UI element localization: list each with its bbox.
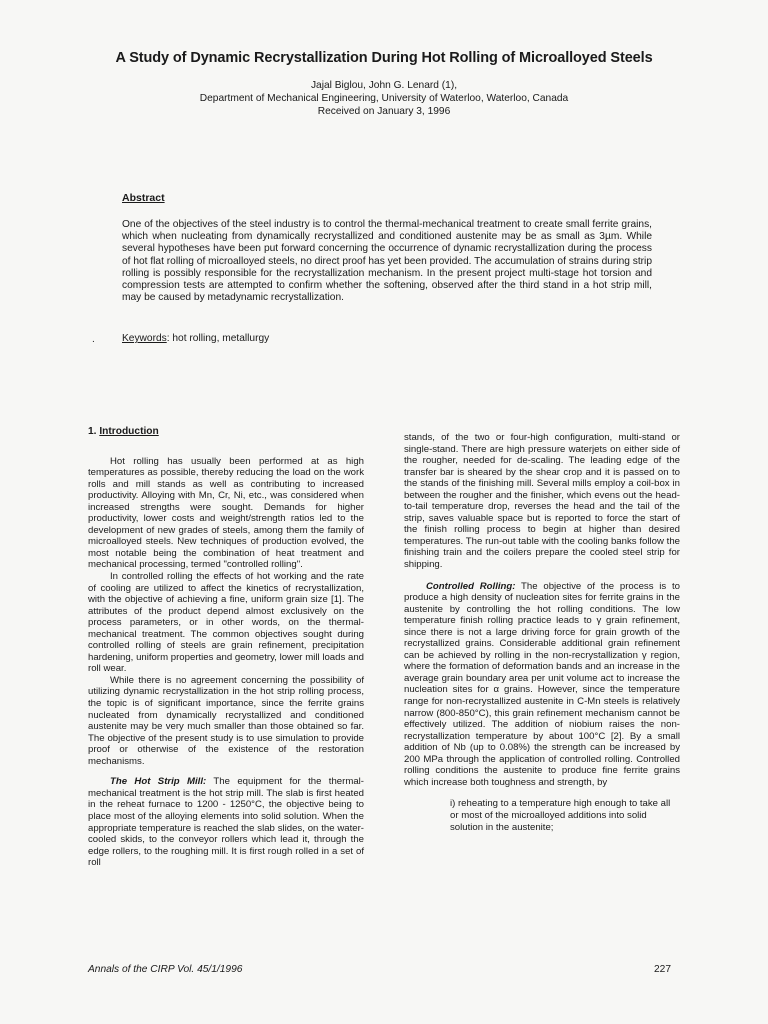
journal-footer: Annals of the CIRP Vol. 45/1/1996 [88,964,243,975]
left-column [88,426,364,869]
section-heading-introduction: 1. Introduction [88,426,159,437]
abstract-heading: Abstract [122,192,165,204]
right-column [404,432,680,833]
hot-strip-mill-heading: The Hot Strip Mill: [110,776,207,788]
hot-strip-mill-paragraph: The Hot Strip Mill: The equipment for the thermal-mechanical treatment is the hot strip mill. The slab is first heated in the reheat furnace to 1200 - 1250°C, the objective being to place most of the alloying elements into solid solution. When the appropriate temperature is reached the slab slides, on the water-cooled skids, to the conveyor rollers which lead it, through the edge rollers, to the roughing mill. It is first rough rolled in a set of roll [88,776,364,869]
controlled-rolling-heading: Controlled Rolling: [426,580,516,592]
received-date: Received on January 3, 1996 [317,106,451,117]
keywords-label: Keywords [122,333,167,344]
affiliation: Department of Mechanical Engineering, University of Waterloo, Waterloo, Canada [199,93,569,104]
keywords-value: : hot rolling, metallurgy [166,333,270,344]
keywords [122,333,269,344]
intro-paragraph-1: Hot rolling has usually been performed at as high temperatures as possible, thereby reducing the load on the work rolls and mill stands as well as contributing to increased productivity. Alloying with Mn, Cr, Ni, etc., was considered when increased strengths were sought. Demands for higher productivity, lower costs and weight/strength ratios led to the development of new grades of steels, among them the family of microalloyed steels. New techniques of production evolved, the most notable being the combination of heat treatment and mechanical processing, termed "controlled rolling". [88,455,364,571]
controlled-rolling-paragraph: Controlled Rolling: The objective of the process is to produce a high density of nucleation sites for ferrite grains in the austenite by controlling the hot rolling conditions. The low temperature finish rolling practice leads to γ grain refinement, since there is not a large driving force for grain growth of the recrystallized grains. Considerable additional grain refinement can be achieved by rolling in the non-recrystallization γ region, where the formation of deformation bands and an increase in the average grain boundary area per unit volume act to increase the nucleation sites for α grains. However, since the temperature range for non-recrystallized austenite in C-Mn steels is relatively narrow (800-850°C), this grain refinement mechanism cannot be effectively utilized. The addition of niobium raises the non-recrystallization temperature by about 100°C [2]. By a small addition of Nb (up to 0.08%) the strength can be increased by 200 MPa through the application of controlled rolling. Controlled rolling conditions the austenite to produce fine ferrite grains which increase both toughness and strength, by [404,580,680,788]
page-number: 227 [654,964,671,975]
author-block [30,79,738,118]
intro-paragraph-3: While there is no agreement concerning the possibility of utilizing dynamic recrystallization in the hot strip rolling process, the topic is of significant importance, since the ferrite grains nucleated from dynamically recrystallized and conditioned austenite may be very much smaller than those obtained so far. The objective of the present study is to use simulation to provide proof or otherwise of the existence of the restoration mechanisms. [88,674,364,767]
intro-paragraph-2: In controlled rolling the effects of hot working and the rate of cooling are utilized to affect the kinetics of recrystallization, with the objective of achieving a fine, uniform grain size [1]. The attributes of the product depend almost exclusively on the process parameters, or in other words, on the thermal-mechanical treatment. The common objectives sought during controlled rolling of steels are grain refinement, precipitation hardening, uniform properties and geometry, lower mill loads and roll wear. [88,571,364,675]
list-item-1: i) reheating to a temperature high enough to take all or most of the microalloyed additions into solid solution in the austenite; [450,798,671,833]
mill-continuation-paragraph: stands, of the two or four-high configuration, multi-stand or single-stand. There are high pressure waterjets on either side of the rougher, needed for de-scaling. The leading edge of the transfer bar is sheared by the shear crop and it is passed on to the stands of the finishing mill. Several mills employ a coil-box in between the rougher and the finisher, which evens out the head-to-tail temperature drop, reverses the head and the tail of the strip, saves valuable space but is reported to force the start of the finish rolling process to begin at higher than desired temperatures. The run-out table with the cooling banks follow the finishing train and the coilers prepare the cooled steel strip for shipping. [404,432,680,571]
abstract-text: One of the objectives of the steel industry is to control the thermal-mechanical treatment to create small ferrite grains, which when nucleating from dynamically recrystallized and conditioned austenite may be as small as 3µm. While several hypotheses have been put forward concerning the occurrence of dynamic recrystallization during the process of hot flat rolling of microalloyed steels, no direct proof has yet been provided. The accumulation of strains during strip rolling is possibly responsible for the recrystallization mechanism. In the present project multi-stage hot torsion and compression tests are attempted to confirm whether the softening, observed after the third stand in a hot strip mill, may be caused by metadynamic recrystallization. [122,219,652,304]
authors: Jajal Biglou, John G. Lenard (1), [310,80,458,91]
paper-title: A Study of Dynamic Recrystallization During Hot Rolling of Microalloyed Steels [115,50,653,66]
margin-dot: . [92,334,95,345]
